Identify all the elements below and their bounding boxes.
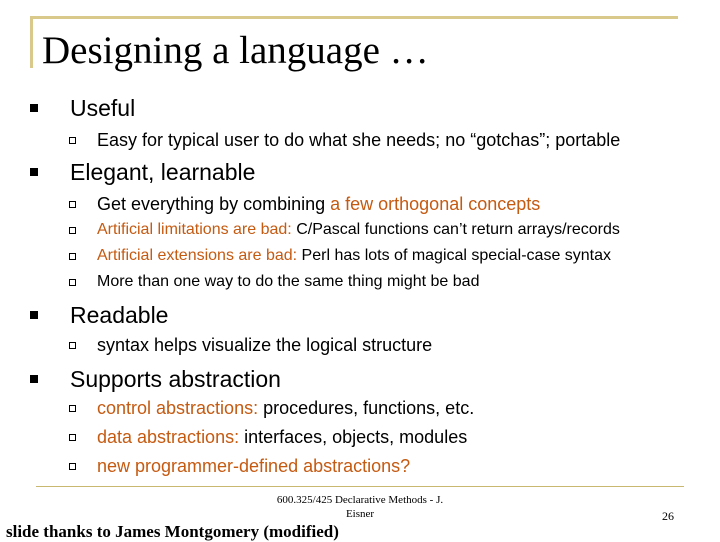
footer-course-line1: 600.325/425 Declarative Methods - J. <box>276 494 444 506</box>
bullet-readable <box>70 301 168 329</box>
hollow-square-bullet-icon <box>69 434 76 441</box>
square-bullet-icon <box>30 375 38 383</box>
square-bullet-icon <box>30 104 38 112</box>
hollow-square-bullet-icon <box>69 342 76 349</box>
sub-bullet-more-than-one-way <box>97 272 479 292</box>
sub-bullet-text: Get everything by combining <box>97 194 331 214</box>
square-bullet-icon <box>30 168 38 176</box>
highlight-text: Artificial limitations are bad: <box>97 221 292 238</box>
sub-bullet-data <box>97 426 467 448</box>
hollow-square-bullet-icon <box>69 405 76 412</box>
hollow-square-bullet-icon <box>69 137 76 144</box>
slide-credit: slide thanks to James Montgomery (modified) <box>6 522 339 541</box>
bullet-useful <box>70 94 135 122</box>
sub-bullet-easy <box>97 129 620 151</box>
sub-bullet-text: interfaces, objects, modules <box>239 427 468 447</box>
highlight-text: Artificial extensions are bad: <box>97 247 298 264</box>
slide-title: Designing a language … <box>42 29 429 72</box>
footer-course <box>262 493 458 521</box>
sub-bullet-control <box>97 397 474 419</box>
title-frame-left <box>30 16 33 68</box>
title-frame-top <box>30 16 678 19</box>
hollow-square-bullet-icon <box>69 463 76 470</box>
highlight-text: control abstractions: <box>97 398 259 418</box>
sub-bullet-text: Perl has lots of magical special-case syntax <box>297 247 612 264</box>
sub-bullet-limitations <box>97 220 620 240</box>
sub-bullet-text: C/Pascal functions can’t return arrays/records <box>291 221 620 238</box>
bullet-label: Useful <box>70 95 136 121</box>
bullet-label: Readable <box>70 302 169 328</box>
bullet-label: Supports abstraction <box>70 366 281 392</box>
sub-bullet-new <box>97 455 410 477</box>
bullet-elegant <box>70 158 255 186</box>
sub-bullet-syntax <box>97 334 432 356</box>
sub-bullet-text: procedures, functions, etc. <box>258 398 475 418</box>
highlight-text: data abstractions: <box>97 427 240 447</box>
footer-course-line2: Eisner <box>345 508 375 520</box>
bullet-abstraction <box>70 365 281 393</box>
sub-bullet-text: More than one way to do the same thing might be bad <box>97 273 480 290</box>
hollow-square-bullet-icon <box>69 253 76 260</box>
page-number: 26 <box>662 509 674 523</box>
sub-bullet-text: syntax helps visualize the logical structure <box>97 335 433 355</box>
highlight-text: a few orthogonal concepts <box>330 194 541 214</box>
sub-bullet-text: Easy for typical user to do what she needs; no “gotchas”; portable <box>97 130 621 150</box>
sub-bullet-orthogonal <box>97 193 540 215</box>
footer-divider <box>36 486 684 487</box>
sub-bullet-extensions <box>97 246 611 266</box>
square-bullet-icon <box>30 311 38 319</box>
highlight-text: new programmer-defined abstractions? <box>97 456 411 476</box>
hollow-square-bullet-icon <box>69 201 76 208</box>
bullet-label: Elegant, learnable <box>70 159 256 185</box>
hollow-square-bullet-icon <box>69 279 76 286</box>
hollow-square-bullet-icon <box>69 227 76 234</box>
